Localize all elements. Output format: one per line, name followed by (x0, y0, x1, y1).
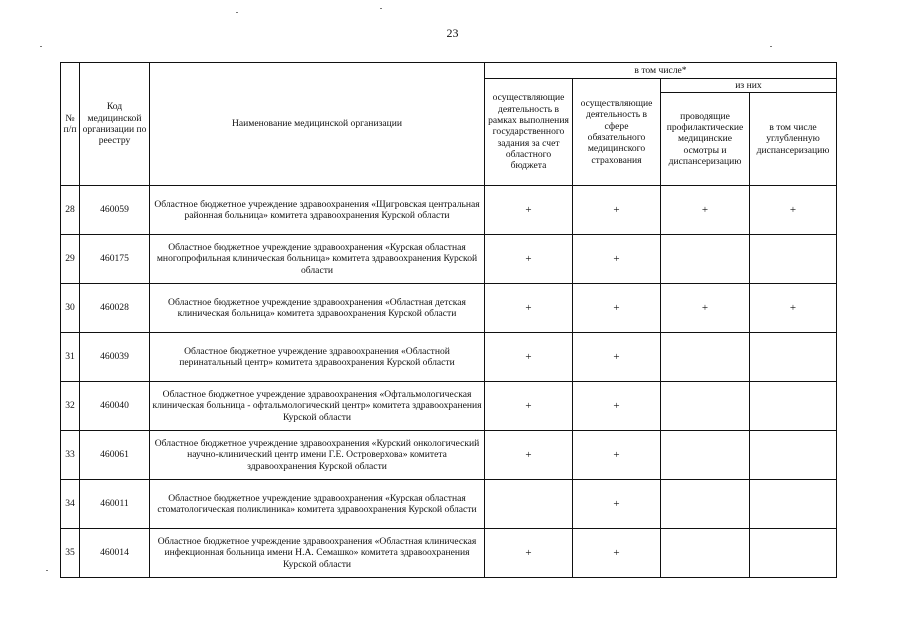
row-name: Областное бюджетное учреждение здравоохранения «Областная клиническая инфекционная больница имени Н.А. Семашко» комитета здравоохранения Курской области (150, 529, 485, 578)
row-name: Областное бюджетное учреждение здравоохранения «Областной перинатальный центр» комитета здравоохранения Курской области (150, 333, 485, 382)
header-prof-exams: проводящие профилактические медицинские осмотры и диспансеризацию (661, 93, 750, 186)
table-row (61, 186, 837, 235)
row-oms-mark: + (573, 235, 661, 284)
row-code: 460061 (80, 431, 150, 480)
row-prof-exams-mark (661, 235, 750, 284)
row-state-task-mark: + (485, 284, 573, 333)
scan-speck (770, 46, 772, 47)
row-num: 29 (61, 235, 80, 284)
table-row (61, 333, 837, 382)
scan-speck (40, 46, 42, 47)
row-prof-exams-mark: + (661, 186, 750, 235)
header-of-them: из них (661, 79, 837, 93)
row-prof-exams-mark (661, 333, 750, 382)
row-code: 460059 (80, 186, 150, 235)
row-state-task-mark (485, 480, 573, 529)
row-in-depth-mark (750, 431, 837, 480)
scan-speck (236, 12, 238, 13)
row-oms-mark: + (573, 431, 661, 480)
row-prof-exams-mark (661, 480, 750, 529)
row-num: 28 (61, 186, 80, 235)
table-row (61, 431, 837, 480)
row-oms-mark: + (573, 382, 661, 431)
row-oms-mark: + (573, 186, 661, 235)
row-state-task-mark: + (485, 186, 573, 235)
row-num: 32 (61, 382, 80, 431)
table-row (61, 382, 837, 431)
row-num: 35 (61, 529, 80, 578)
row-state-task-mark: + (485, 382, 573, 431)
row-num: 30 (61, 284, 80, 333)
scan-speck (380, 8, 382, 9)
header-name: Наименование медицинской организации (150, 63, 485, 186)
row-prof-exams-mark (661, 382, 750, 431)
row-in-depth-mark: + (750, 186, 837, 235)
row-oms-mark: + (573, 529, 661, 578)
scan-speck (46, 570, 48, 571)
header-including: в том числе* (485, 63, 837, 79)
row-code: 460039 (80, 333, 150, 382)
row-in-depth-mark (750, 529, 837, 578)
row-name: Областное бюджетное учреждение здравоохранения «Областная детская клиническая больница» комитета здравоохранения Курской области (150, 284, 485, 333)
table-row (61, 235, 837, 284)
row-name: Областное бюджетное учреждение здравоохранения «Курская областная многопрофильная клиническая больница» комитета здравоохранения Курской области (150, 235, 485, 284)
header-in-depth: в том числе углубленную диспансеризацию (750, 93, 837, 186)
row-in-depth-mark (750, 235, 837, 284)
row-name: Областное бюджетное учреждение здравоохранения «Офтальмологическая клиническая больница - офтальмологический центр» комитета здравоохранения Курской области (150, 382, 485, 431)
row-state-task-mark: + (485, 529, 573, 578)
row-code: 460014 (80, 529, 150, 578)
row-name: Областное бюджетное учреждение здравоохранения «Курский онкологический научно-клинический центр имени Г.Е. Островерхова» комитета здравоохранения Курской области (150, 431, 485, 480)
row-oms-mark: + (573, 333, 661, 382)
row-state-task-mark: + (485, 235, 573, 284)
row-in-depth-mark (750, 480, 837, 529)
row-code: 460175 (80, 235, 150, 284)
row-in-depth-mark (750, 382, 837, 431)
table-row (61, 284, 837, 333)
row-num: 34 (61, 480, 80, 529)
row-num: 33 (61, 431, 80, 480)
row-code: 460040 (80, 382, 150, 431)
row-code: 460011 (80, 480, 150, 529)
table-row (61, 529, 837, 578)
row-state-task-mark: + (485, 431, 573, 480)
row-num: 31 (61, 333, 80, 382)
row-prof-exams-mark: + (661, 284, 750, 333)
header-code: Код медицинской организации по реестру (80, 63, 150, 186)
row-oms-mark: + (573, 284, 661, 333)
page-number: 23 (446, 26, 459, 40)
row-name: Областное бюджетное учреждение здравоохранения «Курская областная стоматологическая поликлиника» комитета здравоохранения Курской области (150, 480, 485, 529)
header-num: № п/п (61, 63, 80, 186)
row-state-task-mark: + (485, 333, 573, 382)
row-in-depth-mark (750, 333, 837, 382)
header-oms: осуществляющие деятельность в сфере обязательного медицинского страхования (573, 79, 661, 186)
row-name: Областное бюджетное учреждение здравоохранения «Щигровская центральная районная больница» комитета здравоохранения Курской области (150, 186, 485, 235)
medical-organizations-table (60, 62, 837, 578)
table-row (61, 480, 837, 529)
header-state-task: осуществляющие деятельность в рамках выполнения государственного задания за счет областного бюджета (485, 79, 573, 186)
row-prof-exams-mark (661, 529, 750, 578)
row-code: 460028 (80, 284, 150, 333)
row-in-depth-mark: + (750, 284, 837, 333)
row-prof-exams-mark (661, 431, 750, 480)
row-oms-mark: + (573, 480, 661, 529)
